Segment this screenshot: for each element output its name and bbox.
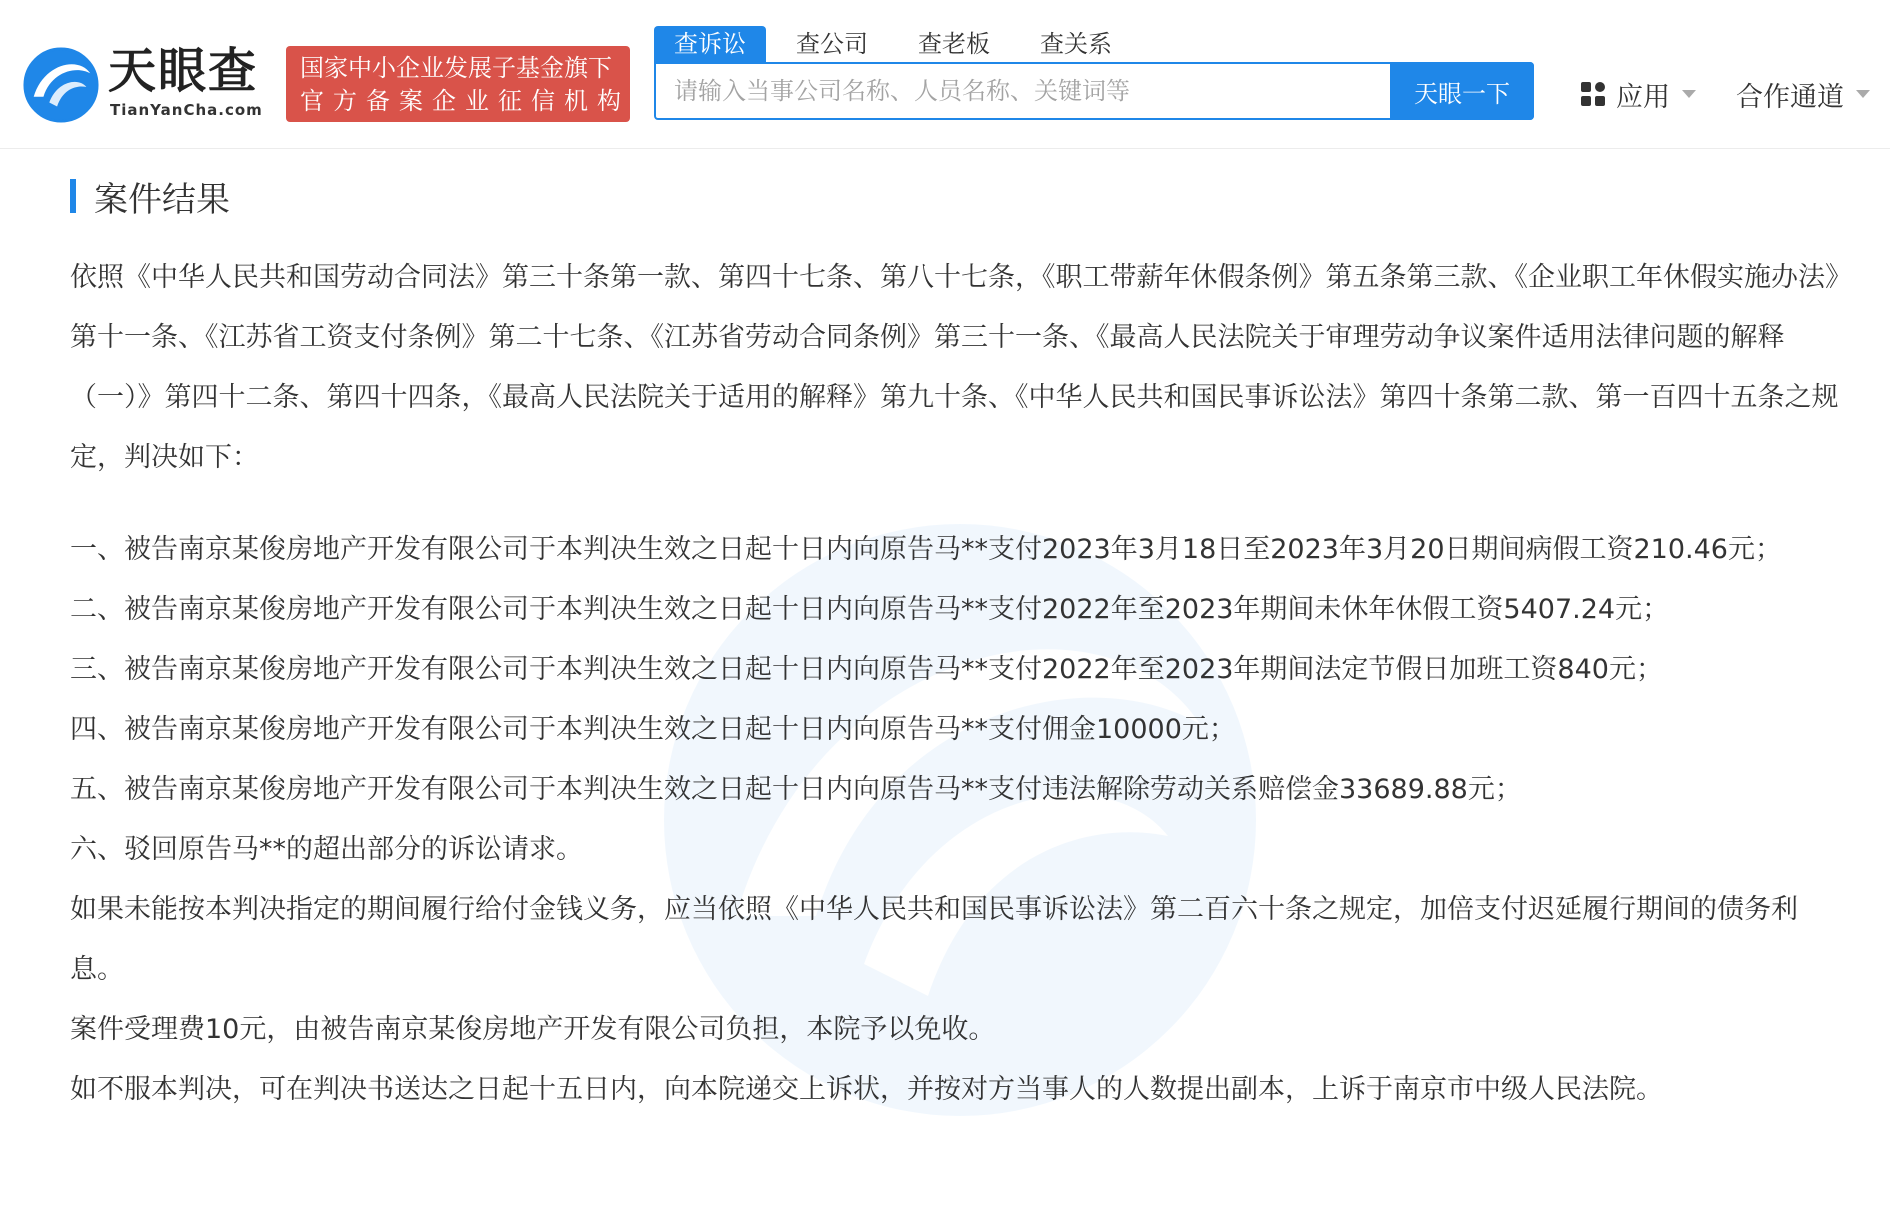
late-payment-clause: 如果未能按本判决指定的期间履行给付金钱义务，应当依照《中华人民共和国民事诉讼法》第二百六十条之规定，加倍支付迟延履行期间的债务利息。: [70, 894, 1798, 985]
tab-boss[interactable]: 查老板: [918, 30, 990, 58]
tab-lawsuit[interactable]: 查诉讼: [654, 26, 766, 62]
brand-domain: TianYanCha.com: [110, 101, 263, 119]
case-result-content: [70, 248, 1850, 1120]
search-tabs: [654, 26, 1142, 62]
judgment-item-2: 二、被告南京某俊房地产开发有限公司于本判决生效之日起十日内向原告马**支付2022年至2023年期间未休年休假工资5407.24元；: [70, 594, 1670, 625]
tab-company[interactable]: 查公司: [796, 30, 868, 58]
judgment-item-6: 六、驳回原告马**的超出部分的诉讼请求。: [70, 834, 583, 865]
judgment-item-5: 五、被告南京某俊房地产开发有限公司于本判决生效之日起十日内向原告马**支付违法解除劳动关系赔偿金33689.88元；: [70, 774, 1522, 805]
judgment-item-1: 一、被告南京某俊房地产开发有限公司于本判决生效之日起十日内向原告马**支付2023年3月18日至2023年3月20日期间病假工资210.46元；: [70, 534, 1782, 565]
judgment-intro: 依照《中华人民共和国劳动合同法》第三十条第一款、第四十七条、第八十七条，《职工带薪年休假条例》第五条第三款、《企业职工年休假实施办法》第十一条、《江苏省工资支付条例》第二十七条、《江苏省劳动合同条例》第三十一条、《最高人民法院关于审理劳动争议案件适用法律问题的解释（一）》第四十二条、第四十四条，《最高人民法院关于适用的解释》第九十条、《中华人民共和国民事诉讼法》第四十条第二款、第一百四十五条之规定，判决如下：: [70, 262, 1839, 473]
tab-relation[interactable]: 查关系: [1040, 30, 1112, 58]
cert-line-1: 国家中小企业发展子基金旗下: [300, 54, 612, 82]
apps-menu[interactable]: [1580, 74, 1696, 114]
section-accent-bar: [70, 179, 76, 213]
certification-badge: [286, 46, 630, 122]
partner-label: 合作通道: [1736, 81, 1844, 113]
search-button[interactable]: 天眼一下: [1390, 62, 1534, 120]
section-title: [70, 176, 230, 220]
brand-name[interactable]: 天眼查: [108, 43, 259, 99]
appeal-clause: 如不服本判决，可在判决书送达之日起十五日内，向本院递交上诉状，并按对方当事人的人数提出副本，上诉于南京市中级人民法院。: [70, 1074, 1663, 1105]
partner-menu[interactable]: [1736, 74, 1870, 114]
case-fee-clause: 案件受理费10元，由被告南京某俊房地产开发有限公司负担，本院予以免收。: [70, 1014, 996, 1045]
search-box: [654, 62, 1534, 120]
judgment-item-3: 三、被告南京某俊房地产开发有限公司于本判决生效之日起十日内向原告马**支付2022年至2023年期间法定节假日加班工资840元；: [70, 654, 1663, 685]
judgment-item-4: 四、被告南京某俊房地产开发有限公司于本判决生效之日起十日内向原告马**支付佣金10000元；: [70, 714, 1236, 745]
cert-line-2: 官方备案企业征信机构: [300, 87, 630, 115]
top-header: [0, 0, 1890, 149]
chevron-down-icon: [1856, 90, 1870, 98]
apps-grid-icon: [1580, 81, 1606, 107]
tianyancha-logo-icon[interactable]: [22, 46, 100, 124]
search-input[interactable]: [656, 64, 1422, 118]
section-title-text: 案件结果: [94, 179, 230, 220]
paragraph-gap: [70, 488, 1850, 520]
chevron-down-icon: [1682, 90, 1696, 98]
apps-label: 应用: [1616, 81, 1670, 113]
